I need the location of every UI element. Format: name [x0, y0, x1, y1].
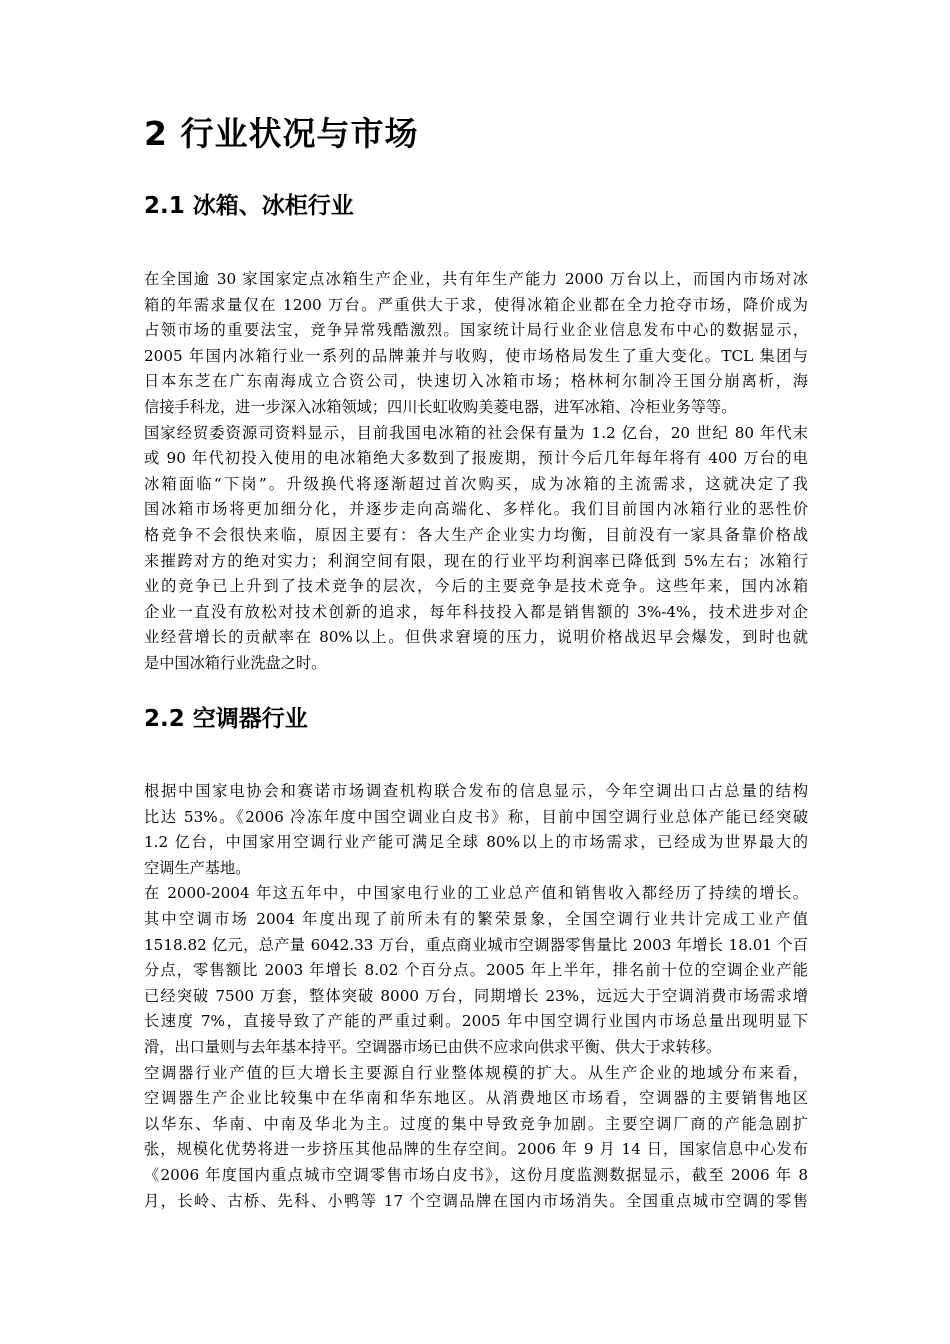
- section-title-2-2: 2.2 空调器行业: [144, 706, 308, 732]
- text-line: 1518.82 亿元，总产量 6042.33 万台，重点商业城市空调器零售量比 2003 年增长 18.01 个百: [144, 935, 808, 954]
- text-line: 企业一直没有放松对技术创新的追求，每年科技投入都是销售额的 3%-4%，技术进步对企: [144, 602, 808, 621]
- text-line: 在 2000-2004 年这五年中，中国家电行业的工业总产值和销售收入都经历了持续的增长。: [144, 884, 808, 903]
- text-line: 比达 53%。《2006 冷冻年度中国空调业白皮书》称，目前中国空调行业总体产能已经突破: [144, 807, 808, 826]
- text-line: 日本东芝在广东南海成立合资公司，快速切入冰箱市场；格林柯尔制冷王国分崩离析，海: [144, 372, 808, 391]
- paragraph: [144, 267, 808, 421]
- text-line: 空调器生产企业比较集中在华南和华东地区。从消费地区市场看，空调器的主要销售地区: [144, 1089, 808, 1108]
- text-line: 滑，出口量则与去年基本持平。空调器市场已由供不应求向供求平衡、供大于求转移。: [144, 1037, 722, 1056]
- text-line: 占领市场的重要法宝，竞争异常残酷激烈。国家统计局行业企业信息发布中心的数据显示，: [144, 321, 808, 340]
- text-line: 空调器行业产值的巨大增长主要源自行业整体规模的扩大。从生产企业的地域分布来看，: [144, 1063, 808, 1082]
- text-line: 以华东、华南、中南及华北为主。过度的集中导致竞争加剧。主要空调厂商的产能急剧扩: [144, 1114, 808, 1133]
- text-line: 2005 年国内冰箱行业一系列的品牌兼并与收购，使市场格局发生了重大变化。TCL 集团与: [144, 346, 808, 365]
- paragraph: [144, 881, 808, 1060]
- text-line: 长速度 7%，直接导致了产能的严重过剩。2005 年中国空调行业国内市场总量出现明显下: [144, 1012, 808, 1031]
- paragraph: [144, 1061, 808, 1215]
- text-line: 是中国冰箱行业洗盘之时。: [144, 653, 327, 672]
- section-title-2-1: 2.1 冰箱、冰柜行业: [144, 193, 354, 219]
- text-line: 月，长岭、古桥、先科、小鸭等 17 个空调品牌在国内市场消失。全国重点城市空调的零售: [144, 1191, 808, 1210]
- text-line: 《2006 年度国内重点城市空调零售市场白皮书》，这份月度监测数据显示，截至 2006 年 8: [144, 1165, 808, 1184]
- text-line: 空调生产基地。: [144, 858, 251, 877]
- text-line: 国冰箱市场将更加细分化，并逐步走向高端化、多样化。我们目前国内冰箱行业的恶性价: [144, 500, 808, 519]
- text-line: 来摧跨对方的绝对实力；利润空间有限，现在的行业平均利润率已降低到 5%左右；冰箱行: [144, 551, 808, 570]
- text-line: 或 90 年代初投入使用的电冰箱绝大多数到了报废期，预计今后几年每年将有 400 万台的电: [144, 449, 808, 468]
- text-line: 分点，零售额比 2003 年增长 8.02 个百分点。2005 年上半年，排名前十位的空调企业产能: [144, 961, 808, 980]
- paragraph: [144, 779, 808, 881]
- text-line: 国家经贸委资源司资料显示，目前我国电冰箱的社会保有量为 1.2 亿台，20 世纪 80 年代末: [144, 423, 808, 442]
- text-line: 根据中国家电协会和赛诺市场调查机构联合发布的信息显示，今年空调出口占总量的结构: [144, 782, 808, 800]
- text-line: 已经突破 7500 万套，整体突破 8000 万台，同期增长 23%，远远大于空调消费市场需求增: [144, 986, 808, 1005]
- chapter-title: 2 行业状况与市场: [144, 114, 419, 153]
- text-line: 其中空调市场 2004 年度出现了前所未有的繁荣景象，全国空调行业共计完成工业产值: [144, 909, 808, 928]
- text-line: 业经营增长的贡献率在 80%以上。但供求窘境的压力，说明价格战迟早会爆发，到时也就: [144, 628, 808, 647]
- text-line: 1.2 亿台，中国家用空调行业产能可满足全球 80%以上的市场需求，已经成为世界最大的: [144, 833, 808, 852]
- text-line: 业的竞争已上升到了技术竞争的层次，今后的主要竞争是技术竞争。这些年来，国内冰箱: [144, 577, 808, 596]
- text-line: 冰箱面临“下岗”。升级换代将逐渐超过首次购买，成为冰箱的主流需求，这就决定了我: [144, 474, 808, 493]
- text-line: 格竞争不会很快来临，原因主要有：各大生产企业实力均衡，目前没有一家具备靠价格战: [144, 525, 808, 544]
- text-line: 箱的年需求量仅在 1200 万台。严重供大于求，使得冰箱企业都在全力抢夺市场，降价成为: [144, 295, 808, 314]
- text-line: 在全国逾 30 家国家定点冰箱生产企业，共有年生产能力 2000 万台以上，而国内市场对冰: [144, 270, 808, 288]
- paragraph: [144, 421, 808, 677]
- text-line: 张，规模化优势将进一步挤压其他品牌的生存空间。2006 年 9 月 14 日，国家信息中心发布: [144, 1140, 808, 1159]
- text-line: 信接手科龙，进一步深入冰箱领域；四川长虹收购美菱电器，进军冰箱、冷柜业务等等。: [144, 397, 737, 416]
